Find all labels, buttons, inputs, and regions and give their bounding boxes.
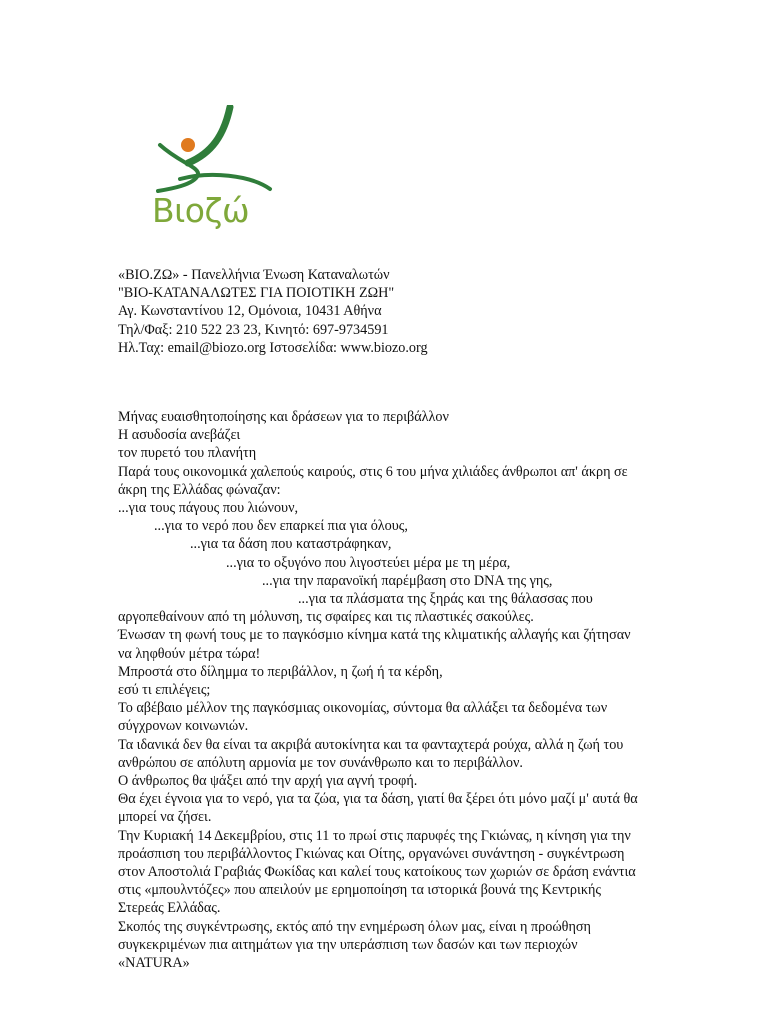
org-motto: "ΒΙΟ-ΚΑΤΑΝΑΛΩΤΕΣ ΓΙΑ ΠΟΙΟΤΙΚΗ ΖΩΗ" bbox=[118, 285, 395, 302]
cascade-line-3: ...για τα δάση που καταστράφηκαν, bbox=[190, 536, 392, 553]
org-phone: Τηλ/Φαξ: 210 522 23 23, Κινητό: 697-9734591 bbox=[118, 321, 389, 338]
paragraph: Παρά τους οικονομικά χαλεπούς καιρούς, στις 6 του μήνα χιλιάδες άνθρωποι απ' άκρη σε άκρη της Ελλάδας φώναζαν: bbox=[118, 463, 628, 498]
paragraph: Το αβέβαιο μέλλον της παγκόσμιας οικονομίας, σύντομα θα αλλάξει τα δεδομένα των σύγχρονων κοινωνιών. bbox=[118, 700, 608, 735]
paragraph: Την Κυριακή 14 Δεκεμβρίου, στις 11 το πρωί στις παρυφές της Γκιώνας, η κίνηση για την προάσπιση του περιβάλλοντος Γκιώνας και Οίτης, οργανώνει συνάντηση - συγκέντρωση στον Αποστολιά Γραβιάς Φωκίδας και καλεί τους κατοίκους των χωριών σε δράση ενάντια στις «μπουλντόζες» που απειλούν με ερημοποίηση τα ιστορικά βουνά της Κεντρικής Στερεάς Ελλάδας. bbox=[118, 827, 636, 917]
organization-header bbox=[118, 266, 428, 357]
doc-subtitle-1: Η ασυδοσία ανεβάζει bbox=[118, 427, 241, 444]
org-name: «ΒΙΟ.ΖΩ» - Πανελλήνια Ένωση Καταναλωτών bbox=[118, 267, 390, 283]
paragraph: Σκοπός της συγκέντρωσης, εκτός από την ενημέρωση όλων μας, είναι η προώθηση συγκεκριμένων πια αιτημάτων για την υπεράσπιση των δασών και των περιοχών «NATURA» bbox=[118, 918, 591, 972]
paragraph: Ένωσαν τη φωνή τους με το παγκόσμιο κίνημα κατά της κλιματικής αλλαγής και ζήτησαν να ληφθούν μέτρα τώρα! bbox=[118, 627, 631, 662]
cascade-line-2: ...για το νερό που δεν επαρκεί πια για όλους, bbox=[154, 518, 408, 535]
cascade-line-5: ...για την παρανοϊκή παρέμβαση στο DNA της γης, bbox=[262, 572, 553, 589]
cascade-line-4: ...για το οξυγόνο που λιγοστεύει μέρα με τη μέρα, bbox=[226, 554, 511, 571]
document-body bbox=[118, 408, 638, 972]
paragraph: Ο άνθρωπος θα ψάξει από την αρχή για αγνή τροφή. bbox=[118, 773, 418, 790]
doc-subtitle-2: τον πυρετό του πλανήτη bbox=[118, 445, 257, 462]
cascade-line-6: ...για τα πλάσματα της ξηράς και της θάλασσας που bbox=[298, 591, 593, 608]
paragraph: Τα ιδανικά δεν θα είναι τα ακριβά αυτοκίνητα και τα φανταχτερά ρούχα, αλλά η ζωή του ανθρώπου σε απόλυτη αρμονία με τον συνάνθρωπο και το περιβάλλον. bbox=[118, 736, 624, 771]
cascade-line-1: ...για τους πάγους που λιώνουν, bbox=[118, 500, 299, 517]
logo-text: Βιοζώ bbox=[152, 191, 250, 230]
paragraph: Μπροστά στο δίλημμα το περιβάλλον, η ζωή ή τα κέρδη, bbox=[118, 663, 443, 680]
logo-figure-icon bbox=[140, 105, 275, 195]
cascade-line-6-cont: αργοπεθαίνουν από τη μόλυνση, τις σφαίρες και τις πλαστικές σακούλες. bbox=[118, 609, 534, 626]
org-address: Αγ. Κωνσταντίνου 12, Ομόνοια, 10431 Αθήνα bbox=[118, 303, 382, 320]
org-contact: Ηλ.Ταχ: email@biozo.org Ιστοσελίδα: www.biozo.org bbox=[118, 339, 428, 356]
doc-title: Μήνας ευαισθητοποίησης και δράσεων για το περιβάλλον bbox=[118, 409, 449, 425]
paragraph: εσύ τι επιλέγεις; bbox=[118, 682, 211, 699]
paragraph: Θα έχει έγνοια για το νερό, για τα ζώα, για τα δάση, γιατί θα ξέρει ότι μόνο μαζί μ' αυτά θα μπορεί να ζήσει. bbox=[118, 791, 638, 826]
biozo-logo bbox=[140, 105, 275, 235]
